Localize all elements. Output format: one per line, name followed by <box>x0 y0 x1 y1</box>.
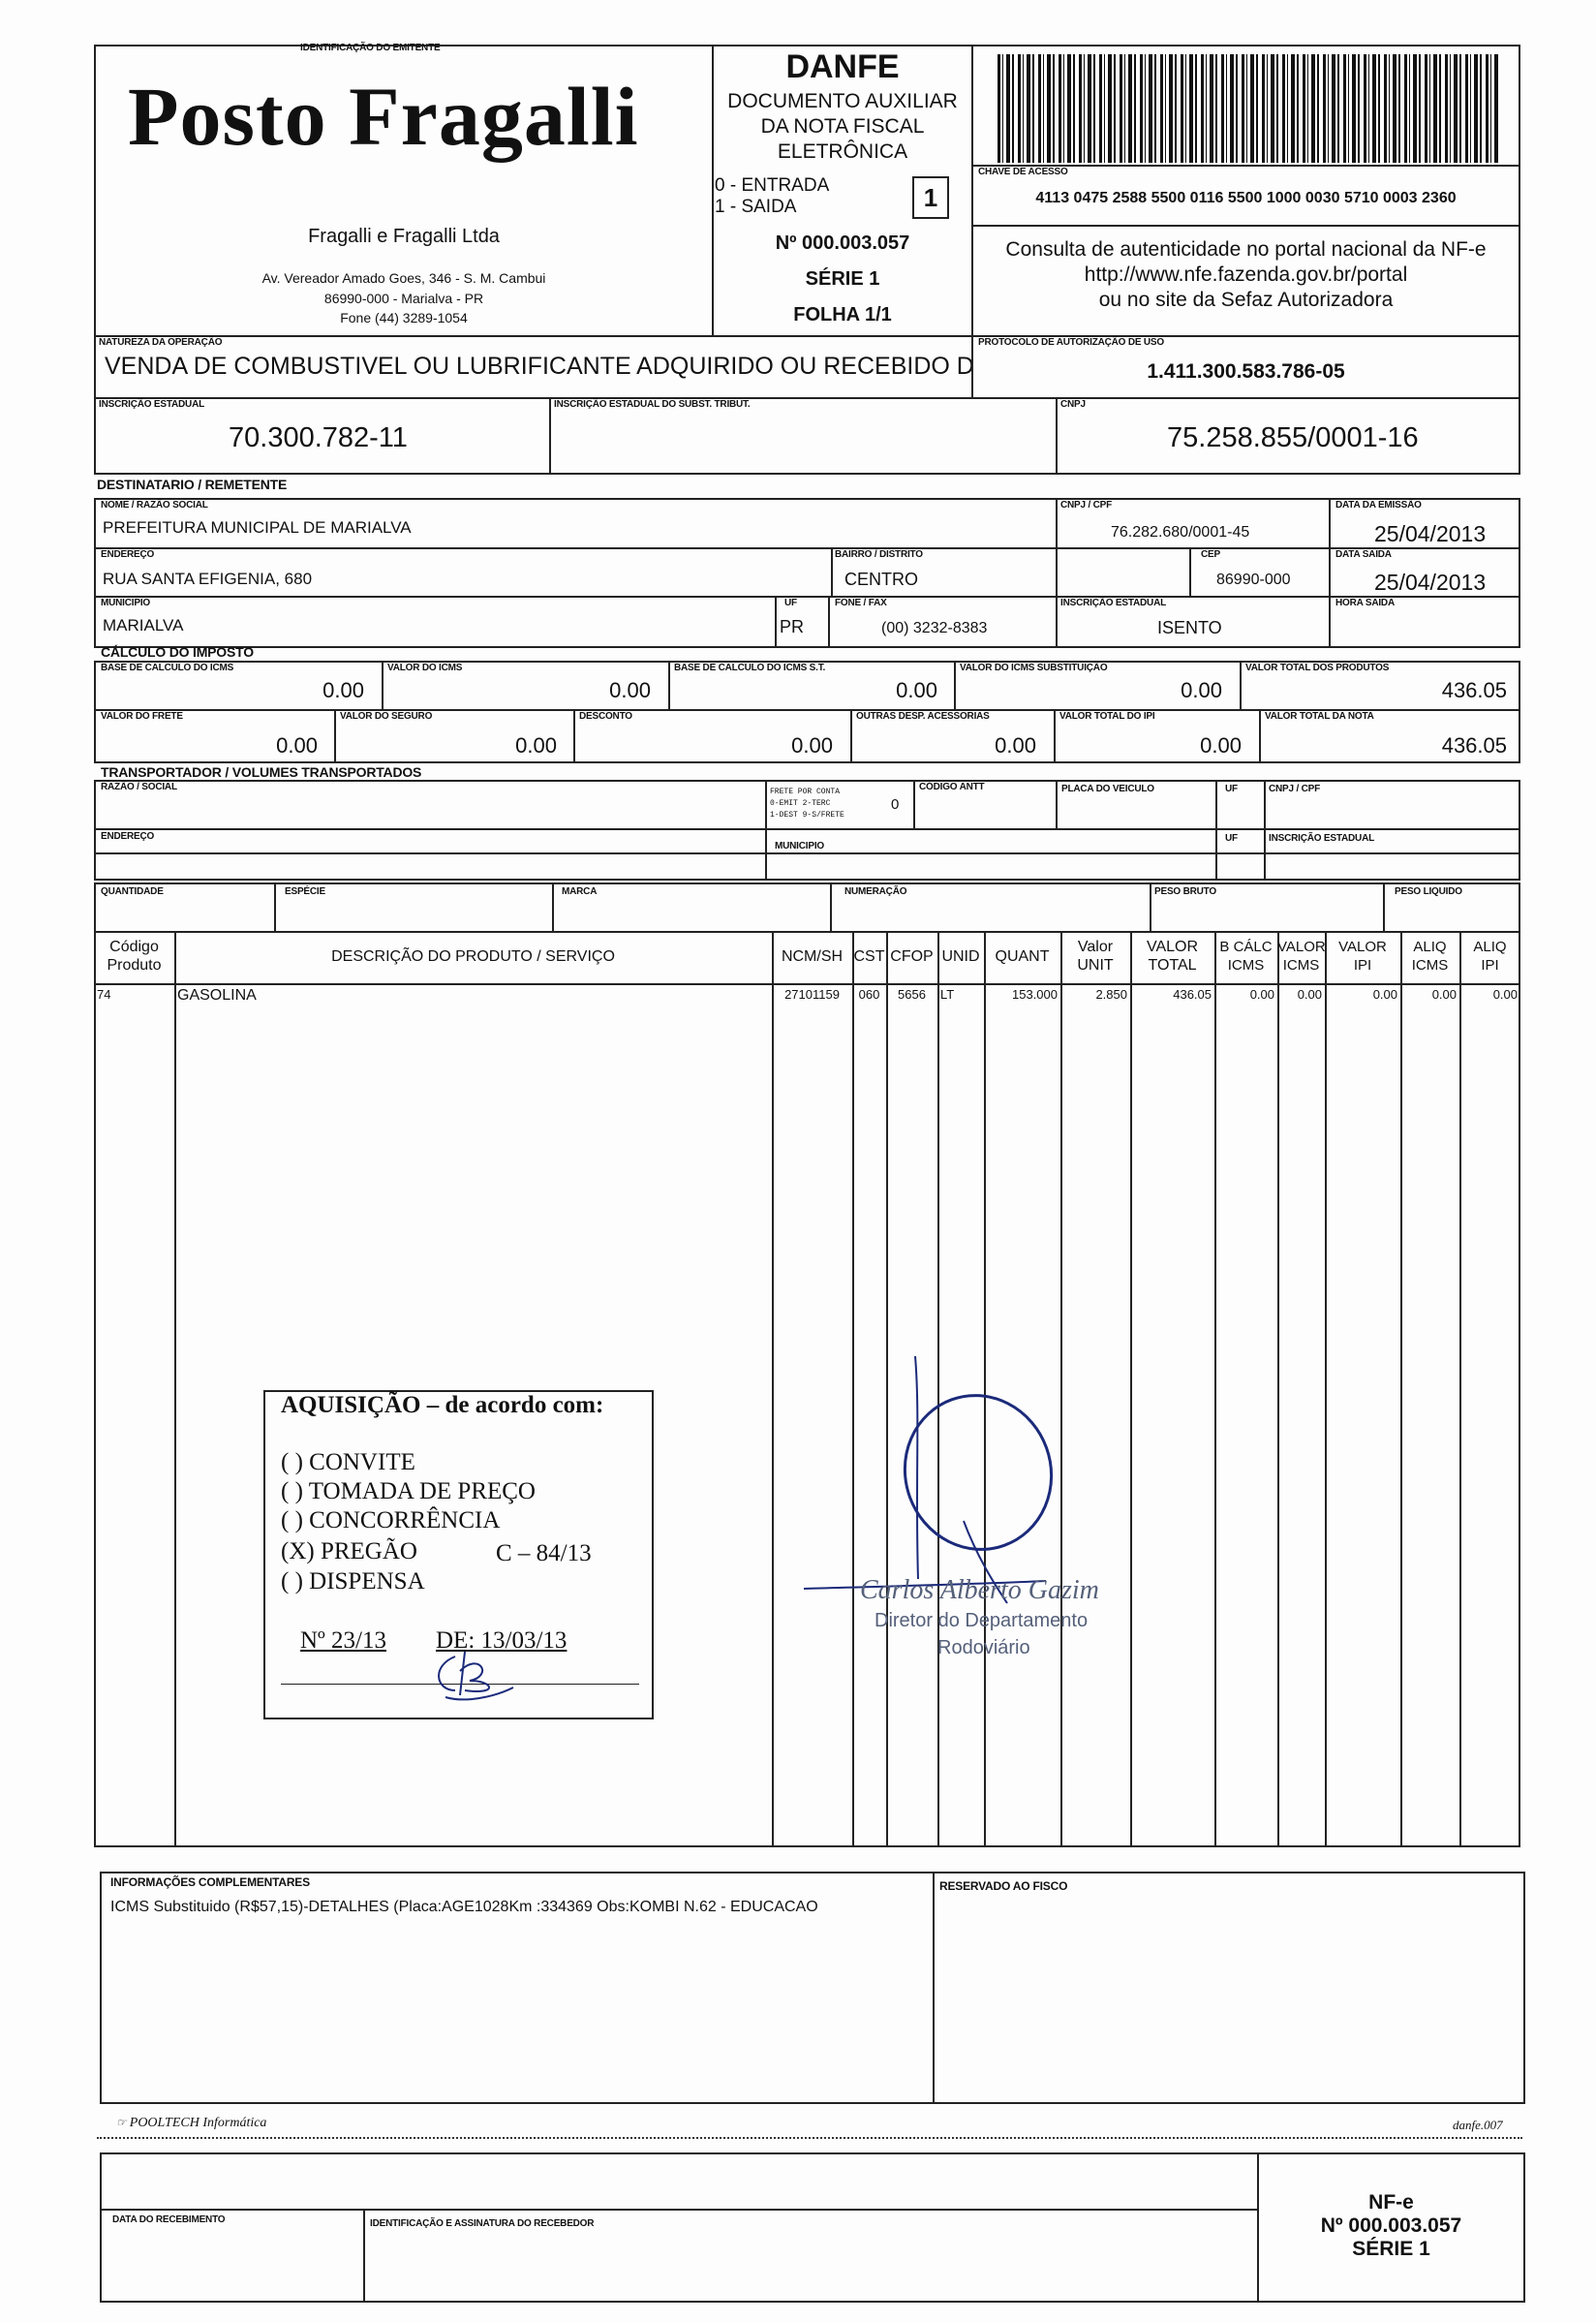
poweredby-label: POOLTECH Informática <box>129 2116 267 2130</box>
poweredby-icon: ☞ <box>116 2116 130 2129</box>
antt-label: CÓDIGO ANTT <box>919 782 985 792</box>
stamp-data: DE: 13/03/13 <box>436 1627 568 1654</box>
stamp-dispensa: ( ) DISPENSA <box>281 1568 425 1594</box>
dest-bairro: CENTRO <box>844 570 918 589</box>
info-label: INFORMAÇÕES COMPLEMENTARES <box>110 1875 310 1889</box>
seguro-value: 0.00 <box>515 733 557 758</box>
product-cell: 27101159 <box>784 987 840 1002</box>
product-cell: 0.00 <box>1372 987 1397 1002</box>
ie-value: 70.300.782-11 <box>229 422 408 453</box>
dest-fone: (00) 3232-8383 <box>881 620 988 636</box>
version-text: danfe.007 <box>1453 2118 1503 2132</box>
product-cell: LT <box>940 987 955 1002</box>
ie-label: INSCRIÇÃO ESTADUAL <box>99 399 204 410</box>
placa-label: PLACA DO VEICULO <box>1061 784 1154 794</box>
product-column-header: ALIQ ICMS <box>1411 939 1449 974</box>
product-cell: 0.00 <box>1249 987 1274 1002</box>
danfe-folha: FOLHA 1/1 <box>793 304 892 325</box>
product-column-header: NCM/SH <box>781 948 844 965</box>
product-column-header: CFOP <box>890 948 934 965</box>
product-column-divider <box>1277 931 1279 1847</box>
canhoto-nfe: NF-e <box>1368 2191 1414 2214</box>
signature-role-2: Rodoviário <box>937 1637 1030 1658</box>
emitente-endereco: Av. Vereador Amado Goes, 346 - S. M. Cambui <box>261 270 546 286</box>
product-cell: 0.00 <box>1431 987 1457 1002</box>
marca-label: MARCA <box>562 886 598 897</box>
danfe-entrada: 0 - ENTRADA <box>715 175 830 196</box>
cnpj-emitente-label: CNPJ <box>1060 399 1086 410</box>
product-column-header: UNID <box>941 948 980 965</box>
natureza-value: VENDA DE COMBUSTIVEL OU LUBRIFICANTE ADQUIRIDO OU RECEBIDO D <box>105 353 974 380</box>
emitente-label: IDENTIFICAÇÃO DO EMITENTE <box>300 43 441 53</box>
signature-drawing <box>794 1337 1162 1608</box>
canhoto-numero: Nº 000.003.057 <box>1320 2214 1462 2237</box>
especie-label: ESPÉCIE <box>285 886 325 897</box>
desconto-label: DESCONTO <box>579 711 632 722</box>
transportador-section: TRANSPORTADOR / VOLUMES TRANSPORTADOS <box>101 764 422 780</box>
product-column-divider <box>1214 931 1216 1847</box>
product-cell: 74 <box>97 987 111 1002</box>
transp-cnpj-label: CNPJ / CPF <box>1269 784 1321 794</box>
danfe-saida: 1 - SAIDA <box>715 197 797 217</box>
recebimento-label: DATA DO RECEBIMENTO <box>112 2214 226 2225</box>
dest-endereco: RUA SANTA EFIGENIA, 680 <box>103 570 313 588</box>
assinatura-label: IDENTIFICAÇÃO E ASSINATURA DO RECEBEDOR <box>370 2218 595 2229</box>
product-cell: 153.000 <box>1012 987 1058 1002</box>
total-ipi-label: VALOR TOTAL DO IPI <box>1059 711 1155 722</box>
natureza-label: NATUREZA DA OPERAÇÃO <box>99 337 223 348</box>
total-ipi-value: 0.00 <box>1200 733 1242 758</box>
base-icms-st-label: BASE DE CALCULO DO ICMS S.T. <box>674 663 826 673</box>
stamp-tomada: ( ) TOMADA DE PREÇO <box>281 1478 536 1504</box>
dest-cnpj-label: CNPJ / CPF <box>1060 500 1113 511</box>
tipo-box: 1 <box>912 176 949 219</box>
transp-ie-label: INSCRIÇÃO ESTADUAL <box>1269 833 1374 844</box>
poweredby-text <box>116 2116 266 2131</box>
barcode-image <box>998 54 1499 163</box>
signature-name: Carlos Alberto Gazim <box>860 1575 1099 1605</box>
stamp-initials <box>426 1637 523 1705</box>
transp-uf2-label: UF <box>1225 833 1238 844</box>
base-icms-st-value: 0.00 <box>896 678 937 702</box>
base-icms-value: 0.00 <box>322 678 364 702</box>
transp-endereco-label: ENDEREÇO <box>101 831 155 842</box>
dest-cep: 86990-000 <box>1216 572 1291 588</box>
stamp-pregao-numero: C – 84/13 <box>496 1540 592 1566</box>
dest-saida-label: DATA SAIDA <box>1335 549 1392 560</box>
dest-ie-label: INSCRIÇÃO ESTADUAL <box>1060 598 1166 608</box>
danfe-serie: SÉRIE 1 <box>805 268 880 290</box>
valor-icms-value: 0.00 <box>609 678 651 702</box>
dest-ie: ISENTO <box>1157 618 1222 637</box>
product-column-header: DESCRIÇÃO DO PRODUTO / SERVIÇO <box>331 948 615 965</box>
total-nota-value: 436.05 <box>1441 733 1507 758</box>
frete-conta-value: 0 <box>891 796 900 813</box>
product-cell: 2.850 <box>1095 987 1127 1002</box>
chave-label: CHAVE DE ACESSO <box>978 167 1068 177</box>
dest-nome-label: NOME / RAZÃO SOCIAL <box>101 500 208 511</box>
product-cell: 0.00 <box>1492 987 1518 1002</box>
product-cell: 5656 <box>898 987 926 1002</box>
stamp-convite: ( ) CONVITE <box>281 1449 415 1475</box>
stamp-concorrencia: ( ) CONCORRÊNCIA <box>281 1507 501 1533</box>
desconto-value: 0.00 <box>791 733 833 758</box>
outras-despesas-value: 0.00 <box>995 733 1036 758</box>
transp-uf-label: UF <box>1225 784 1238 794</box>
dest-saida: 25/04/2013 <box>1374 570 1487 595</box>
imposto-section: CÁLCULO DO IMPOSTO <box>101 644 254 660</box>
product-column-divider <box>1325 931 1327 1847</box>
product-cell: 436.05 <box>1173 987 1212 1002</box>
valor-icms-label: VALOR DO ICMS <box>387 663 463 673</box>
danfe-subtitle-2: DA NOTA FISCAL <box>760 115 925 138</box>
dest-cep-label: CEP <box>1201 549 1220 560</box>
stamp-numero: Nº 23/13 <box>300 1627 387 1654</box>
chave-value: 4113 0475 2588 5500 0116 5500 1000 0030 5710 0003 2360 <box>1035 190 1457 206</box>
dest-municipio-label: MUNICIPIO <box>101 598 150 608</box>
dest-endereco-label: ENDEREÇO <box>101 549 155 560</box>
signature-role-1: Diretor do Departamento <box>875 1610 1089 1631</box>
base-icms-label: BASE DE CALCULO DO ICMS <box>101 663 234 673</box>
emitente-fone: Fone (44) 3289-1054 <box>340 310 468 325</box>
danfe-title: DANFE <box>785 48 900 85</box>
total-produtos-value: 436.05 <box>1441 678 1507 702</box>
dest-hora-label: HORA SAIDA <box>1335 598 1395 608</box>
emitente-cep: 86990-000 - Marialva - PR <box>323 291 484 306</box>
product-column-header: Valor UNIT <box>1077 939 1114 974</box>
consulta-line-2: http://www.nfe.fazenda.gov.br/portal <box>1084 263 1408 286</box>
peso-bruto-label: PESO BRUTO <box>1154 886 1216 897</box>
product-column-header: CST <box>853 948 885 965</box>
product-column-header: ALIQ IPI <box>1473 939 1507 974</box>
company-logo: Posto Fragalli <box>128 70 639 163</box>
destinatario-section: DESTINATARIO / REMETENTE <box>97 477 288 492</box>
stamp-title: AQUISIÇÃO – de acordo com: <box>281 1392 604 1418</box>
info-text: ICMS Substituido (R$57,15)-DETALHES (Placa:AGE1028Km :334369 Obs:KOMBI N.62 - EDUCACAO <box>110 1899 818 1915</box>
product-column-divider <box>174 931 176 1847</box>
total-produtos-label: VALOR TOTAL DOS PRODUTOS <box>1245 663 1390 673</box>
product-column-divider <box>772 931 774 1847</box>
product-description: GASOLINA <box>177 987 257 1004</box>
product-column-divider <box>1459 931 1461 1847</box>
frete-conta-line-2: 0-EMIT 2-TERC <box>770 799 831 808</box>
frete-conta-line-3: 1-DEST 9-S/FRETE <box>770 811 844 820</box>
cnpj-emitente-value: 75.258.855/0001-16 <box>1167 422 1419 453</box>
dest-bairro-label: BAIRRO / DISTRITO <box>835 549 923 560</box>
frete-label: VALOR DO FRETE <box>101 711 183 722</box>
iest-label: INSCRIÇÃO ESTADUAL DO SUBST. TRIBUT. <box>554 399 751 410</box>
dest-fone-label: FONE / FAX <box>835 598 887 608</box>
total-nota-label: VALOR TOTAL DA NOTA <box>1265 711 1374 722</box>
frete-value: 0.00 <box>276 733 318 758</box>
dest-emissao-label: DATA DA EMISSÃO <box>1335 500 1422 511</box>
dest-emissao: 25/04/2013 <box>1374 521 1487 546</box>
transp-razao-label: RAZÃO / SOCIAL <box>101 782 177 792</box>
protocolo-label: PROTOCOLO DE AUTORIZAÇÃO DE USO <box>978 337 1164 348</box>
dest-uf-label: UF <box>784 598 797 608</box>
stamp-pregao: (X) PREGÃO <box>281 1538 417 1564</box>
qtd-label: QUANTIDADE <box>101 886 164 897</box>
product-column-header: VALOR TOTAL <box>1146 939 1199 974</box>
dest-cnpj: 76.282.680/0001-45 <box>1111 524 1250 541</box>
consulta-line-1: Consulta de autenticidade no portal nacional da NF-e <box>1005 238 1487 261</box>
cut-line <box>97 2137 1522 2139</box>
numeracao-label: NUMERAÇÃO <box>844 886 907 897</box>
frete-conta-line-1: FRETE POR CONTA <box>770 788 841 796</box>
danfe-subtitle-1: DOCUMENTO AUXILIAR <box>727 90 958 112</box>
danfe-subtitle-3: ELETRÔNICA <box>777 140 908 163</box>
valor-icms-st-value: 0.00 <box>1181 678 1222 702</box>
canhoto-serie: SÉRIE 1 <box>1352 2238 1430 2260</box>
product-column-header: B CÁLC ICMS <box>1219 939 1273 974</box>
valor-icms-st-label: VALOR DO ICMS SUBSTITUIÇÃO <box>960 663 1108 673</box>
product-cell: 060 <box>858 987 880 1002</box>
seguro-label: VALOR DO SEGURO <box>340 711 433 722</box>
outras-despesas-label: OUTRAS DESP. ACESSORIAS <box>856 711 990 722</box>
consulta-line-3: ou no site da Sefaz Autorizadora <box>1098 289 1394 311</box>
emitente-razao: Fragalli e Fragalli Ltda <box>308 226 500 247</box>
product-column-header: VALOR ICMS <box>1277 939 1326 974</box>
peso-liquido-label: PESO LIQUIDO <box>1395 886 1462 897</box>
dest-nome: PREFEITURA MUNICIPAL DE MARIALVA <box>103 518 412 537</box>
protocolo-value: 1.411.300.583.786-05 <box>1147 360 1345 383</box>
product-column-divider <box>1400 931 1402 1847</box>
product-column-header: QUANT <box>995 948 1050 965</box>
product-column-header: Código Produto <box>107 939 162 974</box>
product-column-header: VALOR IPI <box>1338 939 1387 974</box>
dest-municipio: MARIALVA <box>103 616 184 635</box>
danfe-numero: Nº 000.003.057 <box>775 232 910 254</box>
fisco-label: RESERVADO AO FISCO <box>939 1879 1068 1893</box>
transp-municipio-label: MUNICIPIO <box>775 841 824 851</box>
product-cell: 0.00 <box>1297 987 1322 1002</box>
dest-uf: PR <box>780 617 805 636</box>
